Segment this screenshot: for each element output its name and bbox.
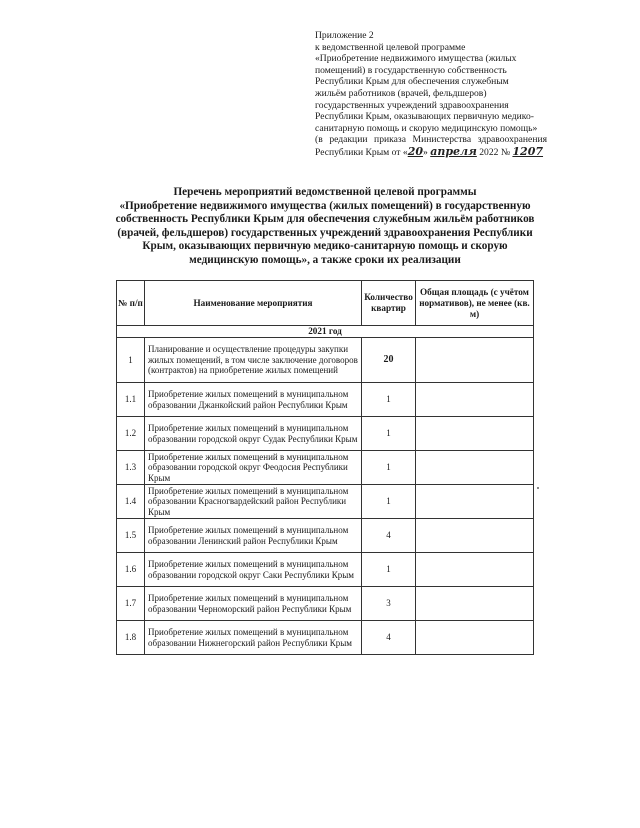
year-row bbox=[117, 326, 534, 338]
table-header-row bbox=[117, 281, 534, 326]
row-num: 1.2 bbox=[117, 417, 145, 451]
row-num: 1.5 bbox=[117, 519, 145, 553]
row-num: 1.3 bbox=[117, 451, 145, 485]
order-day: 20 bbox=[407, 145, 424, 158]
row-qty: 1 bbox=[362, 417, 416, 451]
row-area bbox=[416, 485, 534, 519]
appendix-line: государственных учреждений здравоохранения bbox=[315, 99, 509, 111]
row-area bbox=[416, 553, 534, 587]
row-name: Приобретение жилых помещений в муниципальном образовании Ленинский район Республики Крым bbox=[145, 519, 362, 553]
order-prefix: Республики Крым от « bbox=[315, 146, 408, 158]
row-qty: 20 bbox=[362, 338, 416, 383]
row-name: Приобретение жилых помещений в муниципальном образовании Нижнегорский район Республики Крым bbox=[145, 621, 362, 655]
row-num: 1 bbox=[117, 338, 145, 383]
appendix-line: Республики Крым для обеспечения служебным bbox=[315, 76, 509, 88]
table-row bbox=[117, 519, 534, 553]
row-area bbox=[416, 338, 534, 383]
row-area bbox=[416, 383, 534, 417]
header-name: Наименование мероприятия bbox=[145, 281, 362, 326]
row-qty: 1 bbox=[362, 383, 416, 417]
row-qty: 3 bbox=[362, 587, 416, 621]
row-num: 1.1 bbox=[117, 383, 145, 417]
document-title bbox=[100, 186, 550, 268]
row-qty: 4 bbox=[362, 621, 416, 655]
row-area bbox=[416, 519, 534, 553]
header-qty: Количество квартир bbox=[362, 281, 416, 326]
appendix-line: жильём работников (врачей, фельдшеров) bbox=[315, 87, 487, 99]
title-line: (врачей, фельдшеров) государственных учреждений здравоохранения Республики bbox=[117, 226, 533, 239]
row-qty: 1 bbox=[362, 451, 416, 485]
row-name: Приобретение жилых помещений в муниципальном образовании городской округ Судак Республики Крым bbox=[145, 417, 362, 451]
order-number: 1207 bbox=[512, 145, 544, 158]
appendix-block bbox=[315, 30, 547, 159]
row-qty: 1 bbox=[362, 553, 416, 587]
order-month: апреля bbox=[430, 145, 477, 158]
table-row bbox=[117, 485, 534, 519]
appendix-line: (в редакции приказа Министерства здравоохранения bbox=[315, 134, 547, 146]
title-line: медицинскую помощь», а также сроки их реализации bbox=[189, 253, 461, 266]
row-name: Приобретение жилых помещений в муниципальном образовании Черноморский район Республики Крым bbox=[145, 587, 362, 621]
appendix-line: Республики Крым, оказывающих первичную медико- bbox=[315, 111, 534, 123]
title-line: Перечень мероприятий ведомственной целевой программы bbox=[173, 186, 477, 198]
row-name: Приобретение жилых помещений в муниципальном образовании Джанкойский район Республики Крым bbox=[145, 383, 362, 417]
appendix-line: к ведомственной целевой программе bbox=[315, 41, 466, 53]
appendix-line: «Приобретение недвижимого имущества (жилых bbox=[315, 53, 517, 65]
table-row bbox=[117, 451, 534, 485]
table-row bbox=[117, 383, 534, 417]
year-label: 2021 год bbox=[117, 326, 534, 338]
appendix-line: помещений) в государственную собственность bbox=[315, 64, 507, 76]
order-year: 2022 № bbox=[479, 146, 510, 158]
row-qty: 1 bbox=[362, 485, 416, 519]
row-name: Планирование и осуществление процедуры закупки жилых помещений, в том числе заключение договоров (контрактов) на приобретение жилых помещений bbox=[145, 338, 362, 383]
row-num: 1.4 bbox=[117, 485, 145, 519]
title-line: собственность Республики Крым для обеспечения служебным жильём работников bbox=[115, 213, 535, 226]
table-row bbox=[117, 621, 534, 655]
appendix-line: санитарную помощь и скорую медицинскую помощь» bbox=[315, 122, 538, 134]
row-num: 1.7 bbox=[117, 587, 145, 621]
row-area bbox=[416, 621, 534, 655]
row-name: Приобретение жилых помещений в муниципальном образовании Красногвардейский район Республики Крым bbox=[145, 485, 362, 519]
appendix-line: Приложение 2 bbox=[315, 30, 374, 41]
title-line: Крым, оказывающих первичную медико-санитарную помощь и скорую bbox=[142, 240, 508, 253]
row-num: 1.6 bbox=[117, 553, 145, 587]
order-date-line: Республики Крым от «20» апреля 2022 № 1207 bbox=[315, 145, 544, 158]
table-row bbox=[117, 553, 534, 587]
scan-speck bbox=[537, 487, 539, 489]
row-area bbox=[416, 451, 534, 485]
activities-table bbox=[116, 280, 534, 655]
title-line: «Приобретение недвижимого имущества (жилых помещений) в государственную bbox=[119, 199, 531, 212]
header-area: Общая площадь (с учётом нормативов), не менее (кв. м) bbox=[416, 281, 534, 326]
row-num: 1.8 bbox=[117, 621, 145, 655]
header-num: № п/п bbox=[117, 281, 145, 326]
table-row bbox=[117, 587, 534, 621]
table-row bbox=[117, 338, 534, 383]
row-area bbox=[416, 417, 534, 451]
row-qty: 4 bbox=[362, 519, 416, 553]
row-area bbox=[416, 587, 534, 621]
table-row bbox=[117, 417, 534, 451]
row-name: Приобретение жилых помещений в муниципальном образовании городской округ Саки Республики Крым bbox=[145, 553, 362, 587]
row-name: Приобретение жилых помещений в муниципальном образовании городской округ Феодосия Республики Крым bbox=[145, 451, 362, 485]
